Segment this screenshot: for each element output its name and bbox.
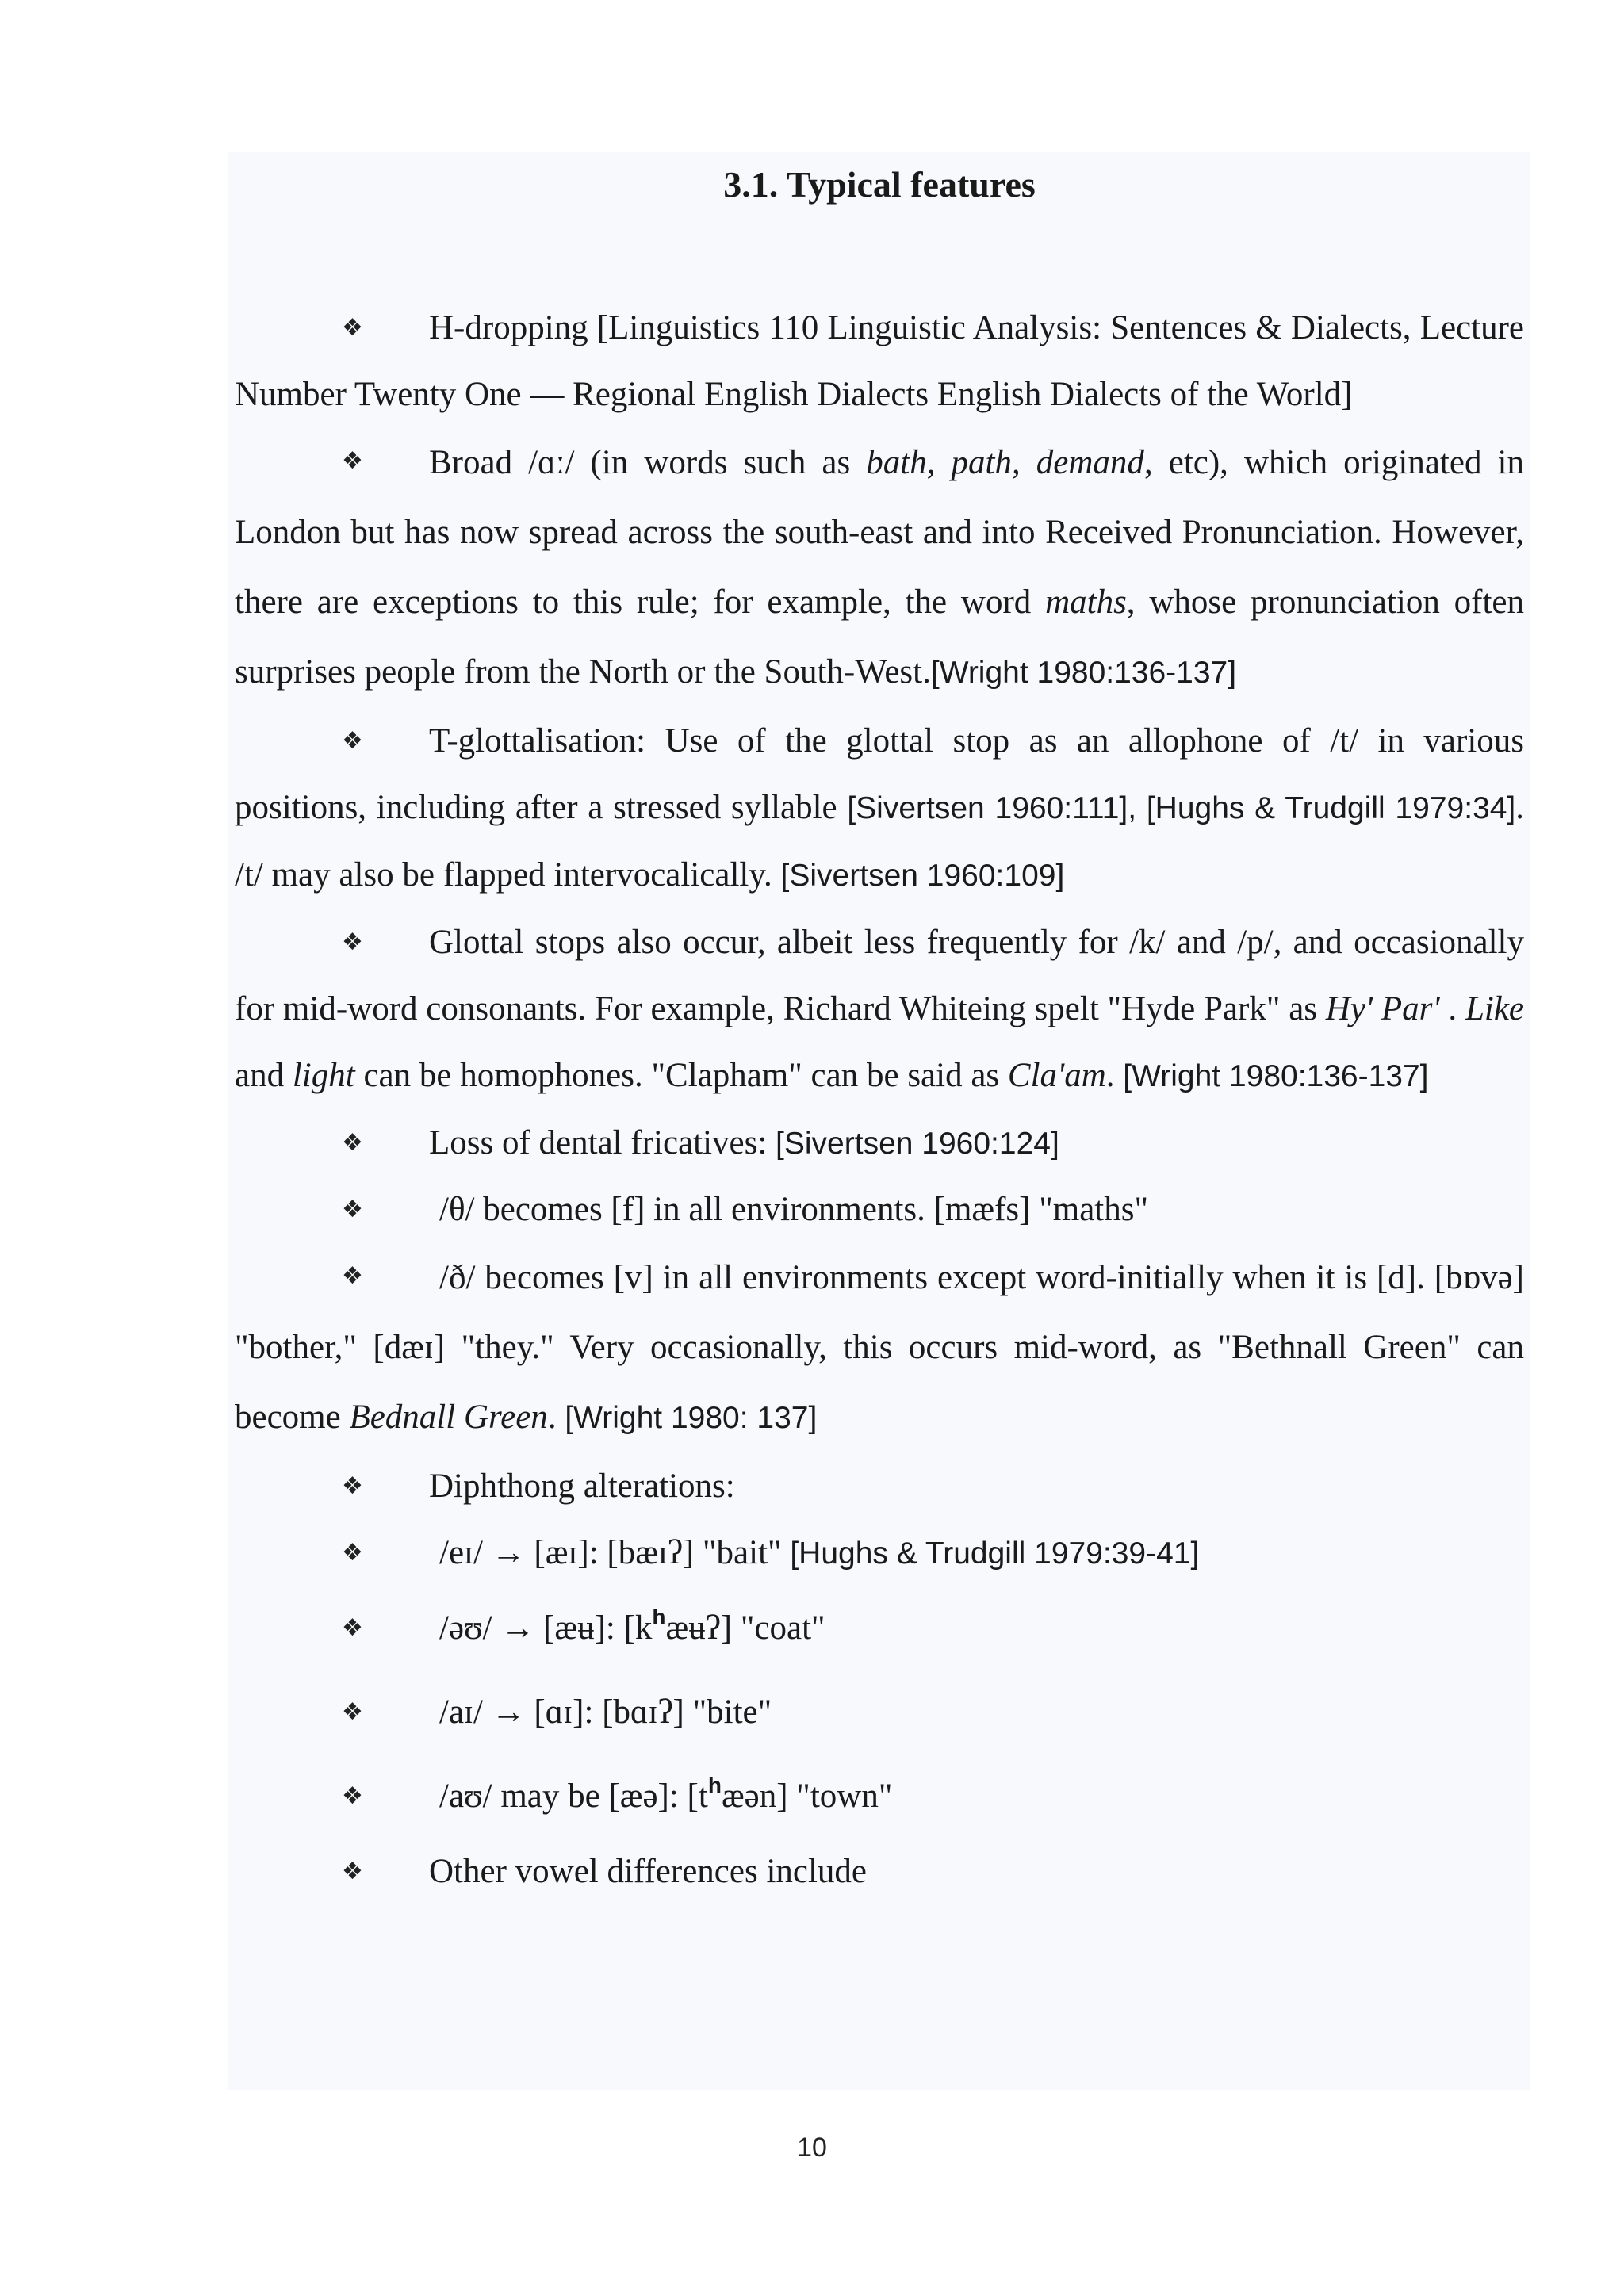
citation: [Wright 1980:136-137] xyxy=(930,656,1237,690)
item-diphthong-alterations: ❖ Diphthong alterations: xyxy=(235,1453,1524,1520)
item-dental-fricatives: ❖ Loss of dental fricatives: [Sivertsen 1960:124] xyxy=(235,1110,1524,1177)
item-eth: ❖ /ð/ becomes [v] in all environments except word-initially when it is [d]. [bɒvə] "bother," [dæɪ] "they." Very occasionally, this occurs mid-word, as "Bethnall Green" can become Bednall Green. [Wright 1980: 137] xyxy=(235,1243,1524,1453)
bullet-icon: ❖ xyxy=(342,1196,363,1223)
citation: [Hughs & Trudgill 1979:39-41] xyxy=(790,1536,1200,1571)
citation: [Sivertsen 1960:124] xyxy=(776,1127,1059,1161)
bullet-icon: ❖ xyxy=(342,727,363,755)
item-au: ❖ /aʊ/ may be [æə]: $[t^hæən]$ "town" xyxy=(235,1755,1524,1839)
bullet-icon: ❖ xyxy=(342,1782,363,1810)
citation: [Sivertsen 1960:109] xyxy=(780,859,1065,893)
bullet-icon: ❖ xyxy=(342,1858,363,1885)
section-title: 3.1. Typical features xyxy=(723,164,1036,205)
page-number: 10 xyxy=(797,2133,827,2163)
item-glottal-stops: ❖ Glottal stops also occur, albeit less frequently for /k/ and /p/, and occasionally for mid-word consonants. For example, Richard Whiteing spelt "Hyde Park" as Hy' Par' . Like and light can be homophones. "Clapham" can be said as Cla'am. [Wright 1980:136-137] xyxy=(235,909,1524,1110)
bullet-icon: ❖ xyxy=(342,447,363,475)
bullet-icon: ❖ xyxy=(342,1129,363,1157)
bullet-icon: ❖ xyxy=(342,1472,363,1500)
item-t-glottalisation: ❖ T-glottalisation: Use of the glottal stop as an allophone of /t/ in various positions, including after a stressed syllable [Sivertsen 1960:111], [Hughs & Trudgill 1979:34]. /t/ may also be flapped intervocalically. [Sivertsen 1960:109] xyxy=(235,708,1524,909)
bullet-icon: ❖ xyxy=(342,1698,363,1726)
bullet-icon: ❖ xyxy=(342,1262,363,1290)
item-ou: ❖ /əʊ/ → [æʉ]: $[k^hæʉʔ]$ "coat" xyxy=(235,1586,1524,1670)
page-content xyxy=(235,152,1524,1905)
item-theta: ❖ /θ/ becomes [f] in all environments. [mæfs] "maths" xyxy=(235,1177,1524,1243)
item-broad-a: ❖ Broad /ɑː/ (in words such as bath, path, demand, etc), which originated in London but has now spread across the south-east and into Received Pronunciation. However, there are exceptions to this rule; for example, the word maths, whose pronunciation often surprises people from the North or the South-West.[Wright 1980:136-137] xyxy=(235,428,1524,708)
bullet-icon: ❖ xyxy=(342,928,363,956)
item-h-dropping: ❖ H-dropping [Linguistics 110 Linguistic Analysis: Sentences & Dialects, Lecture Number Twenty One — Regional English Dialects English Dialects of the World] xyxy=(235,295,1524,428)
bullet-icon: ❖ xyxy=(342,1539,363,1567)
citation: [Sivertsen 1960:111], [Hughs & Trudgill 1979:34] xyxy=(847,791,1516,825)
bullet-icon: ❖ xyxy=(342,314,363,342)
citation: [Wright 1980:136-137] xyxy=(1123,1059,1429,1093)
item-other-vowels: ❖ Other vowel differences include xyxy=(235,1839,1524,1905)
citation: [Wright 1980: 137] xyxy=(565,1401,818,1435)
item-ai: ❖ /aɪ/ → [ɑɪ]: [bɑɪʔ] "bite" xyxy=(235,1670,1524,1755)
item-ei: ❖ /eɪ/ → [æɪ]: [bæɪʔ] "bait" [Hughs & Trudgill 1979:39-41] xyxy=(235,1520,1524,1586)
bullet-icon: ❖ xyxy=(342,1614,363,1642)
